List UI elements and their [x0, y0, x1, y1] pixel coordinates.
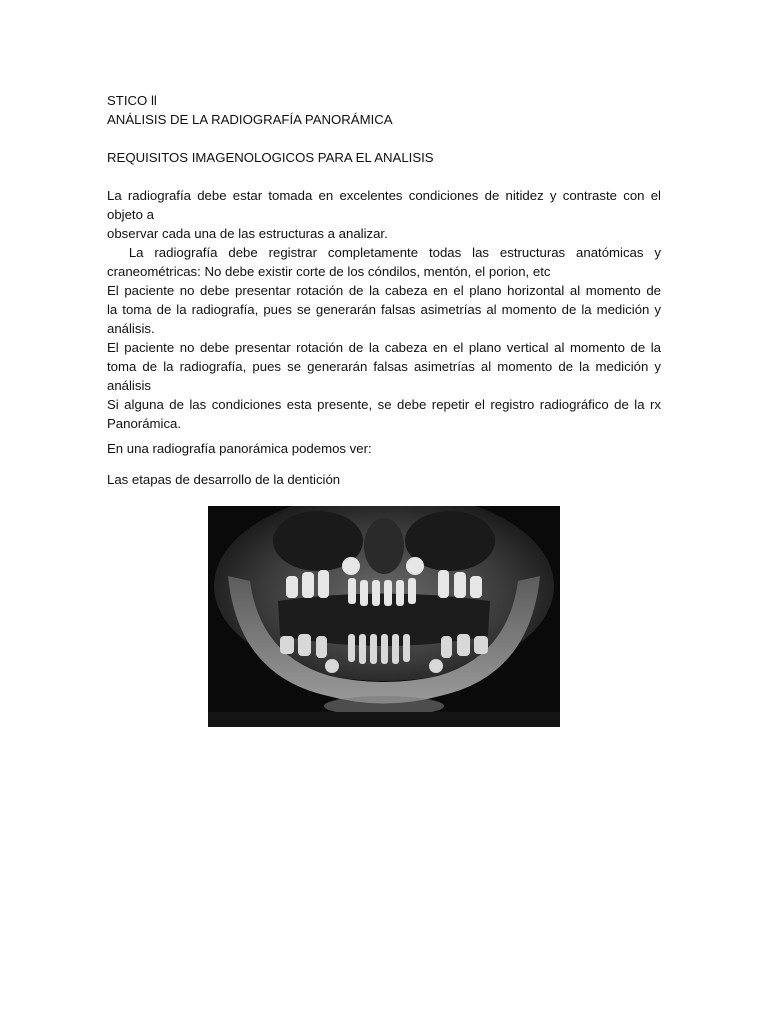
- paragraph-6: En una radiografía panorámica podemos ver:: [107, 441, 372, 456]
- section-heading: REQUISITOS IMAGENOLOGICOS PARA EL ANALISIS: [107, 150, 434, 165]
- paragraph-5-line-1: Si alguna de las condiciones esta presente, se debe repetir el registro radiográfico de la rx: [107, 397, 661, 412]
- panoramic-xray-image: [208, 506, 560, 727]
- xray-illustration: [208, 506, 560, 727]
- spacer: [107, 129, 661, 148]
- paragraph-4-line-2: toma de la radiografía, pues se generarán falsas asimetrías al momento de la medición y: [107, 359, 661, 374]
- paragraph-1-line-1: La radiografía debe estar tomada en excelentes condiciones de nitidez y contraste con el: [107, 188, 661, 203]
- paragraph-1-line-3: observar cada una de las estructuras a analizar.: [107, 226, 388, 241]
- paragraph-4-line-1: El paciente no debe presentar rotación de la cabeza en el plano vertical al momento de la: [107, 340, 661, 355]
- header-fragment: STICO ll: [107, 93, 157, 108]
- document-title: ANÁLISIS DE LA RADIOGRAFÍA PANORÁMICA: [107, 112, 393, 127]
- spacer: [107, 167, 661, 186]
- paragraph-5-line-2: Panorámica.: [107, 416, 182, 431]
- document-body: [107, 91, 661, 489]
- paragraph-2-line-1: La radiografía debe registrar completamente todas las estructuras anatómicas y: [107, 245, 661, 260]
- paragraph-3-line-3: análisis.: [107, 321, 155, 336]
- paragraph-4-line-3: análisis: [107, 378, 151, 393]
- paragraph-3-line-2: la toma de la radiografía, pues se generarán falsas asimetrías al momento de la medición y: [107, 302, 661, 317]
- paragraph-3-line-1: El paciente no debe presentar rotación de la cabeza en el plano horizontal al momento de: [107, 283, 661, 298]
- paragraph-7: Las etapas de desarrollo de la dentición: [107, 472, 341, 487]
- paragraph-2-line-2: craneométricas: No debe existir corte de los cóndilos, mentón, el porion, etc: [107, 264, 551, 279]
- paragraph-1-line-2: objeto a: [107, 207, 154, 222]
